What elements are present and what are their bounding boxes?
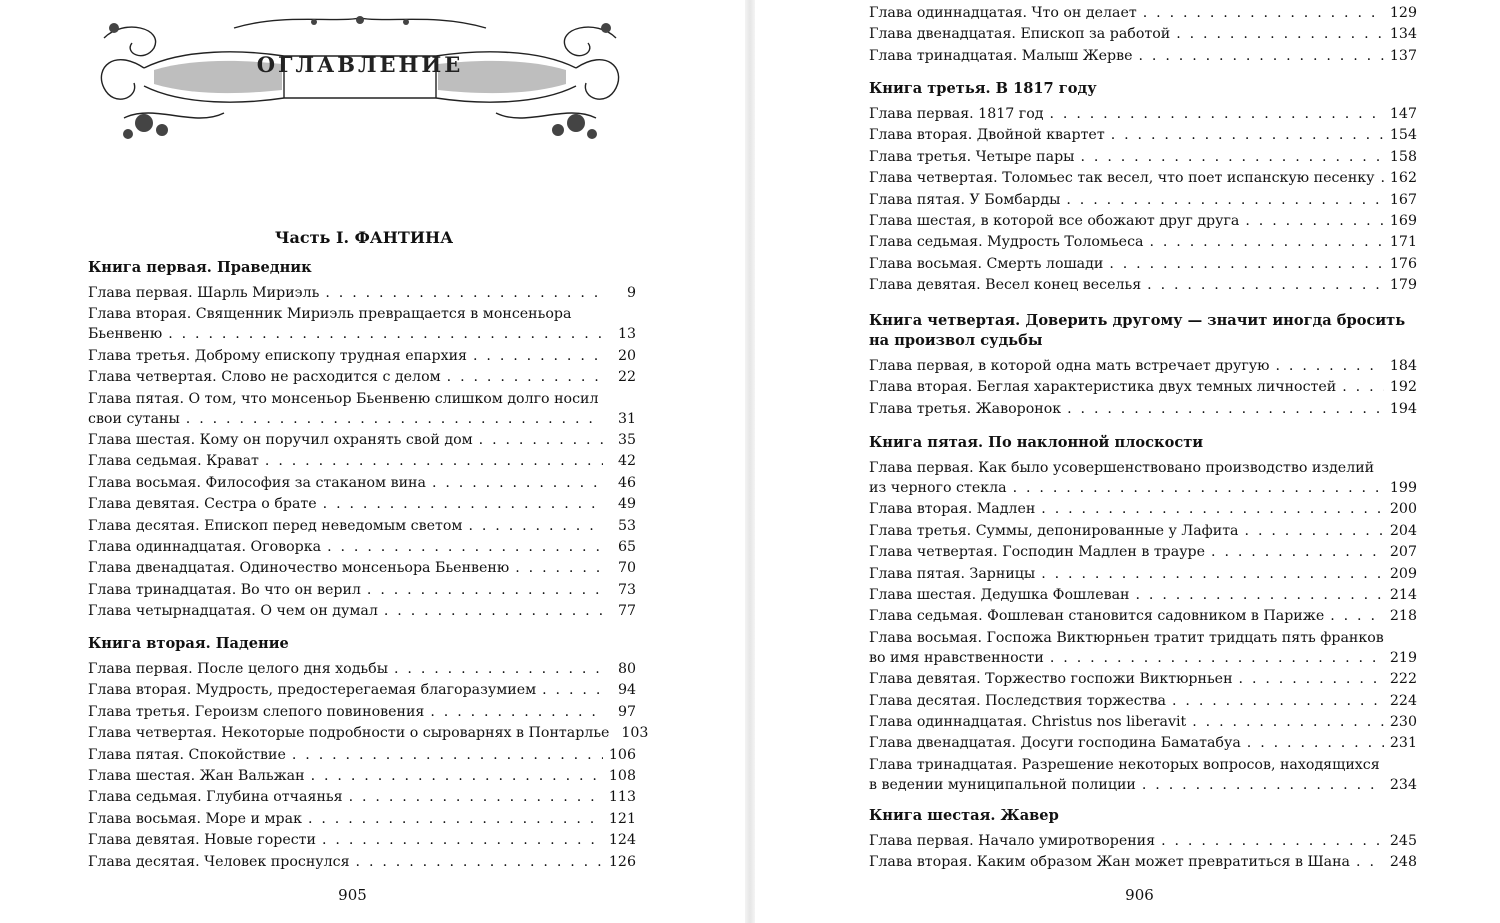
toc-entry[interactable]: свои сутаны . . . 31 [88,409,636,430]
toc-entry[interactable]: Глава десятая. Человек проснулся . . . 126 [88,852,636,873]
toc-entry[interactable]: Глава третья. Жаворонок . . . 194 [869,399,1417,420]
toc-entry[interactable]: Глава четырнадцатая. О чем он думал . . . 77 [88,601,636,622]
toc-entry[interactable]: Глава десятая. Епископ перед неведомым светом . . . 53 [88,516,636,537]
toc-entry[interactable]: Глава вторая. Мудрость, предостерегаемая благоразумием . . . 94 [88,680,636,701]
ornamental-header [84,8,636,146]
toc-entry[interactable]: Глава вторая. Каким образом Жан может превратиться в Шана . . . 248 [869,852,1417,873]
toc-entry[interactable]: Глава одиннадцатая. Что он делает . . . 129 [869,3,1417,24]
toc-entry[interactable]: Глава седьмая. Глубина отчаянья . . . 113 [88,787,636,808]
toc-entry[interactable]: Глава шестая. Жан Вальжан . . . 108 [88,766,636,787]
toc-entry-line: Глава восьмая. Госпожа Виктюрньен тратит тридцать пять франков [869,629,1384,646]
page-number: 906 [1125,886,1154,904]
toc-entry[interactable]: в ведении муниципальной полиции . . . 234 [869,775,1417,796]
toc-entry[interactable]: Глава девятая. Новые горести . . . 124 [88,830,636,851]
toc-entry[interactable]: Глава четвертая. Толомьес так весел, что поет испанскую песенку . . . 162 [869,168,1417,189]
part-title: Часть I. ФАНТИНА [274,228,454,247]
toc-entry[interactable]: Глава пятая. У Бомбарды . . . 167 [869,190,1417,211]
left-page [0,0,745,923]
toc-entry[interactable]: Глава десятая. Последствия торжества . . . 224 [869,691,1417,712]
toc-entry[interactable]: Глава одиннадцатая. Christus nos liberavit . . . 230 [869,712,1417,733]
toc-book-3 [869,79,1417,297]
toc-entry[interactable]: Глава восьмая. Философия за стаканом вина . . . 46 [88,473,636,494]
toc-entry[interactable]: Глава двенадцатая. Досуги господина Баматабуа . . . 231 [869,733,1417,754]
toc-entry[interactable]: Глава третья. Суммы, депонированные у Лафита . . . 204 [869,521,1417,542]
book-title: Книга первая. Праведник [88,259,312,276]
toc-entry[interactable]: Глава шестая. Кому он поручил охранять свой дом . . . 35 [88,430,636,451]
toc-book-5 [869,433,1417,796]
toc-entry-line: Глава вторая. Священник Мириэль превращается в монсеньора [88,306,572,323]
toc-entry[interactable]: Глава первая. Шарль Мириэль . . . 9 [88,283,636,304]
toc-entry[interactable]: Глава девятая. Сестра о брате . . . 49 [88,494,636,515]
book-title-line: на произвол судьбы [869,332,1043,349]
book-title: Книга пятая. По наклонной плоскости [869,434,1204,451]
book-title: Книга третья. В 1817 году [869,80,1097,97]
toc-entry[interactable]: Глава седьмая. Крават . . . 42 [88,451,636,472]
toc-entry[interactable]: Глава пятая. Зарницы . . . 209 [869,564,1417,585]
toc-entry[interactable]: Глава четвертая. Слово не расходится с делом . . . 22 [88,367,636,388]
toc-entry[interactable]: Глава седьмая. Фошлеван становится садовником в Париже . . . 218 [869,606,1417,627]
toc-entry[interactable]: из черного стекла . . . 199 [869,478,1417,499]
toc-entry-line: Глава первая. Как было усовершенствовано производство изделий [869,460,1375,476]
toc-entry[interactable]: Глава пятая. Спокойствие . . . 106 [88,745,636,766]
toc-entry[interactable]: Глава двенадцатая. Одиночество монсеньора Бьенвеню . . . 70 [88,558,636,579]
toc-entry[interactable]: Глава одиннадцатая. Оговорка . . . 65 [88,537,636,558]
page-number: 905 [338,886,367,904]
toc-entry[interactable]: во имя нравственности . . . 219 [869,648,1417,669]
toc-entry[interactable]: Глава восьмая. Смерть лошади . . . 176 [869,254,1417,275]
contents-header: ОГЛАВЛЕНИЕ [256,52,464,77]
toc-entry[interactable]: Глава первая, в которой одна мать встречает другую . . . 184 [869,356,1417,377]
toc-book-1 [88,258,636,623]
toc-entry[interactable]: Глава девятая. Весел конец веселья . . . 179 [869,275,1417,296]
toc-entry[interactable]: Глава первая. После целого дня ходьбы . . . 80 [88,659,636,680]
toc-entry[interactable]: Глава девятая. Торжество госпожи Виктюрньен . . . 222 [869,669,1417,690]
toc-entry[interactable]: Глава двенадцатая. Епископ за работой . . . 134 [869,24,1417,45]
toc-entry[interactable]: Бьенвеню . . . 13 [88,324,636,345]
toc-entry[interactable]: Глава третья. Героизм слепого повиновения . . . 97 [88,702,636,723]
floral-ornament-icon [84,8,636,146]
toc-entry[interactable]: Глава вторая. Беглая характеристика двух темных личностей . . . 192 [869,377,1417,398]
book-title: Книга шестая. Жавер [869,807,1059,824]
toc-entry[interactable]: Глава третья. Доброму епископу трудная епархия . . . 20 [88,346,636,367]
toc-entry[interactable]: Глава первая. Начало умиротворения . . . 245 [869,831,1417,852]
toc-book-2 [88,634,649,873]
toc-entry[interactable]: Глава четвертая. Некоторые подробности о сыроварнях в Понтарлье 103 [88,725,649,742]
toc-entry[interactable]: Глава вторая. Мадлен . . . 200 [869,499,1417,520]
toc-entry[interactable]: Глава восьмая. Море и мрак . . . 121 [88,809,636,830]
toc-book-2-continued [869,3,1417,67]
book-title: Книга вторая. Падение [88,635,289,652]
toc-entry[interactable]: Глава вторая. Двойной квартет . . . 154 [869,125,1417,146]
toc-entry[interactable]: Глава тринадцатая. Малыш Жерве . . . 137 [869,46,1417,67]
book-gutter [745,0,755,923]
book-title-line: Книга четвертая. Доверить другому — значит иногда бросить [869,312,1406,329]
toc-entry[interactable]: Глава шестая, в которой все обожают друг друга . . . 169 [869,211,1417,232]
toc-entry[interactable]: Глава третья. Четыре пары . . . 158 [869,147,1417,168]
right-page [755,0,1500,923]
toc-entry[interactable]: Глава седьмая. Мудрость Толомьеса . . . 171 [869,232,1417,253]
toc-entry[interactable]: Глава шестая. Дедушка Фошлеван . . . 214 [869,585,1417,606]
toc-book-4 [869,311,1417,420]
toc-entry-line: Глава пятая. О том, что монсеньор Бьенвеню слишком долго носил [88,390,599,407]
toc-entry[interactable]: Глава первая. 1817 год . . . 147 [869,104,1417,125]
toc-entry[interactable]: Глава тринадцатая. Во что он верил . . . 73 [88,580,636,601]
toc-entry[interactable]: Глава четвертая. Господин Мадлен в трауре . . . 207 [869,542,1417,563]
toc-book-6 [869,806,1417,874]
toc-entry-line: Глава тринадцатая. Разрешение некоторых вопросов, находящихся [869,756,1380,773]
